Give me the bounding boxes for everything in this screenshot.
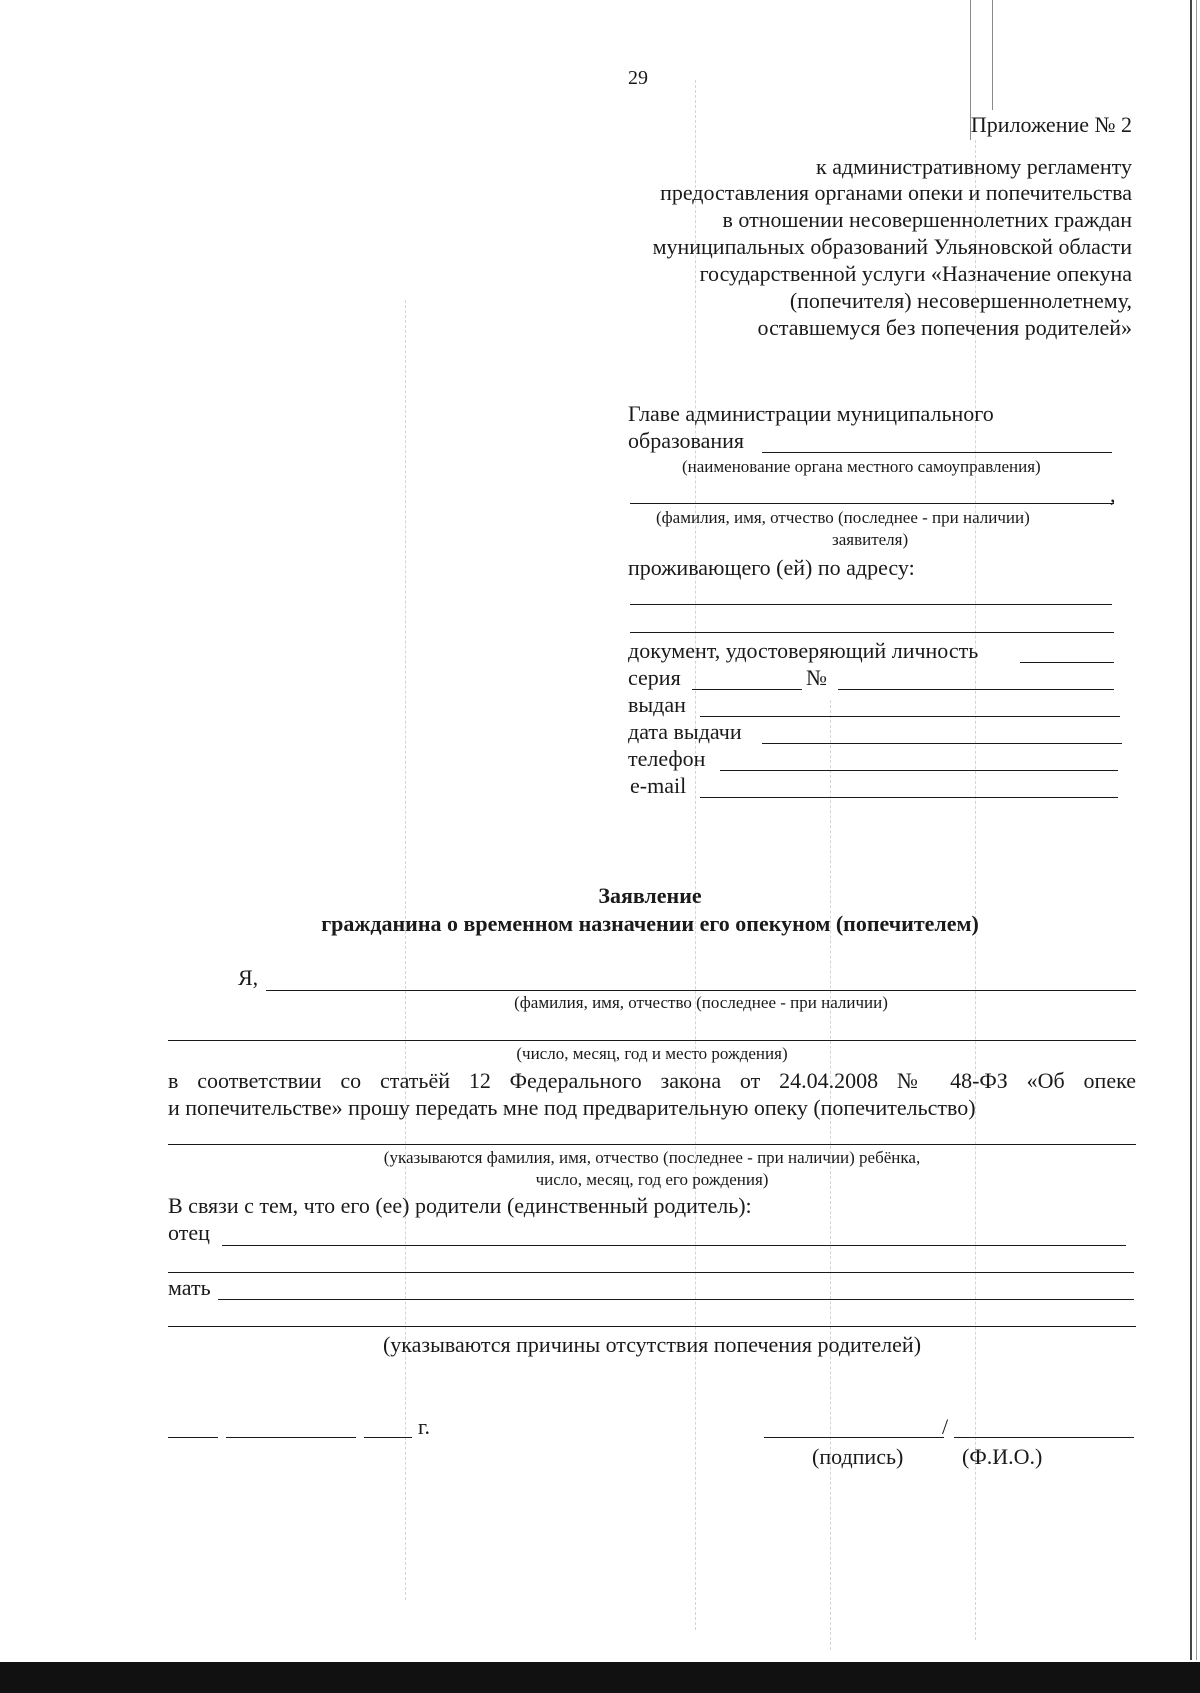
appendix-line: государственной услуги «Назначение опекуна bbox=[699, 261, 1132, 286]
field-hint: (фамилия, имя, отчество (последнее - при наличии) bbox=[514, 993, 888, 1012]
issue-date-field[interactable] bbox=[762, 743, 1122, 744]
field-hint: заявителя) bbox=[832, 530, 909, 549]
scan-artifact-line bbox=[405, 300, 407, 1600]
signature-hint: (подпись) bbox=[812, 1444, 904, 1469]
fio-field[interactable] bbox=[954, 1437, 1134, 1438]
date-year-field[interactable] bbox=[364, 1437, 412, 1438]
fio-hint: (Ф.И.О.) bbox=[962, 1444, 1043, 1469]
number-field[interactable] bbox=[838, 689, 1114, 690]
addressee-line: Главе администрации муниципального bbox=[628, 401, 994, 426]
slash: / bbox=[942, 1414, 949, 1439]
appendix-line: (попечителя) несовершеннолетнему, bbox=[789, 288, 1132, 313]
father-field-2[interactable] bbox=[168, 1272, 1134, 1273]
page-number: 29 bbox=[628, 67, 648, 89]
org-name-field[interactable] bbox=[762, 452, 1112, 453]
address-label: проживающего (ей) по адресу: bbox=[628, 555, 915, 580]
appendix-line: предоставления органами опеки и попечительства bbox=[660, 180, 1132, 205]
father-field[interactable] bbox=[222, 1245, 1126, 1246]
statement-subtitle: гражданина о временном назначении его опекуном (попечителем) bbox=[321, 911, 979, 936]
comma: , bbox=[1110, 482, 1116, 507]
date-day-field[interactable] bbox=[168, 1437, 218, 1438]
scan-artifact-line bbox=[992, 0, 993, 110]
phone-field[interactable] bbox=[720, 770, 1118, 771]
issued-label: выдан bbox=[628, 692, 686, 717]
signature-field[interactable] bbox=[764, 1437, 944, 1438]
series-label: серия bbox=[628, 665, 681, 690]
scan-edge bbox=[1190, 0, 1192, 1660]
date-month-field[interactable] bbox=[226, 1437, 356, 1438]
field-hint: (указываются фамилия, имя, отчество (последнее - при наличии) ребёнка, bbox=[383, 1148, 921, 1167]
i-label: Я, bbox=[238, 965, 259, 990]
field-hint: (наименование органа местного самоуправления) bbox=[682, 457, 1041, 476]
father-label: отец bbox=[168, 1220, 210, 1245]
child-info-field[interactable] bbox=[168, 1144, 1136, 1145]
statement-title: Заявление bbox=[598, 883, 702, 908]
statement-fio-field[interactable] bbox=[266, 990, 1136, 991]
addressee-line: образования bbox=[628, 428, 745, 453]
birth-info-field[interactable] bbox=[168, 1040, 1136, 1041]
number-label: № bbox=[806, 665, 827, 690]
appendix-line: к административному регламенту bbox=[816, 154, 1132, 179]
id-document-label: документ, удостоверяющий личность bbox=[628, 638, 979, 663]
applicant-name-field[interactable] bbox=[630, 503, 1114, 504]
field-hint: число, месяц, год его рождения) bbox=[535, 1170, 769, 1189]
issue-date-label: дата выдачи bbox=[628, 719, 742, 744]
appendix-title: Приложение № 2 bbox=[970, 112, 1132, 137]
address-field-2[interactable] bbox=[630, 632, 1114, 633]
appendix-line: оставшемуся без попечения родителей» bbox=[757, 315, 1132, 340]
id-document-field[interactable] bbox=[1020, 662, 1114, 663]
statement-body-line: в соответствии со статьёй 12 Федерального закона от 24.04.2008 № 48-ФЗ «Об опеке bbox=[168, 1068, 1136, 1093]
appendix-line: в отношении несовершеннолетних граждан bbox=[722, 207, 1132, 232]
address-field-1[interactable] bbox=[630, 604, 1112, 605]
field-hint: (фамилия, имя, отчество (последнее - при наличии) bbox=[656, 508, 1030, 527]
scan-bottom-edge bbox=[0, 1662, 1200, 1693]
appendix-line: муниципальных образований Ульяновской области bbox=[652, 234, 1132, 259]
field-hint: (число, месяц, год и место рождения) bbox=[516, 1044, 788, 1063]
mother-field[interactable] bbox=[218, 1299, 1134, 1300]
year-suffix: г. bbox=[418, 1414, 431, 1439]
mother-field-2[interactable] bbox=[168, 1326, 1136, 1327]
parents-line: В связи с тем, что его (ее) родители (единственный родитель): bbox=[168, 1193, 752, 1218]
phone-label: телефон bbox=[628, 746, 706, 771]
email-label: e-mail bbox=[630, 773, 687, 798]
issued-field[interactable] bbox=[700, 716, 1120, 717]
statement-body-line: и попечительстве» прошу передать мне под предварительную опеку (попечительство) bbox=[168, 1095, 976, 1120]
series-field[interactable] bbox=[692, 689, 802, 690]
mother-label: мать bbox=[168, 1275, 211, 1300]
field-hint: (указываются причины отсутствия попечения родителей) bbox=[382, 1332, 922, 1357]
scan-edge bbox=[1196, 0, 1197, 1660]
email-field[interactable] bbox=[700, 797, 1118, 798]
